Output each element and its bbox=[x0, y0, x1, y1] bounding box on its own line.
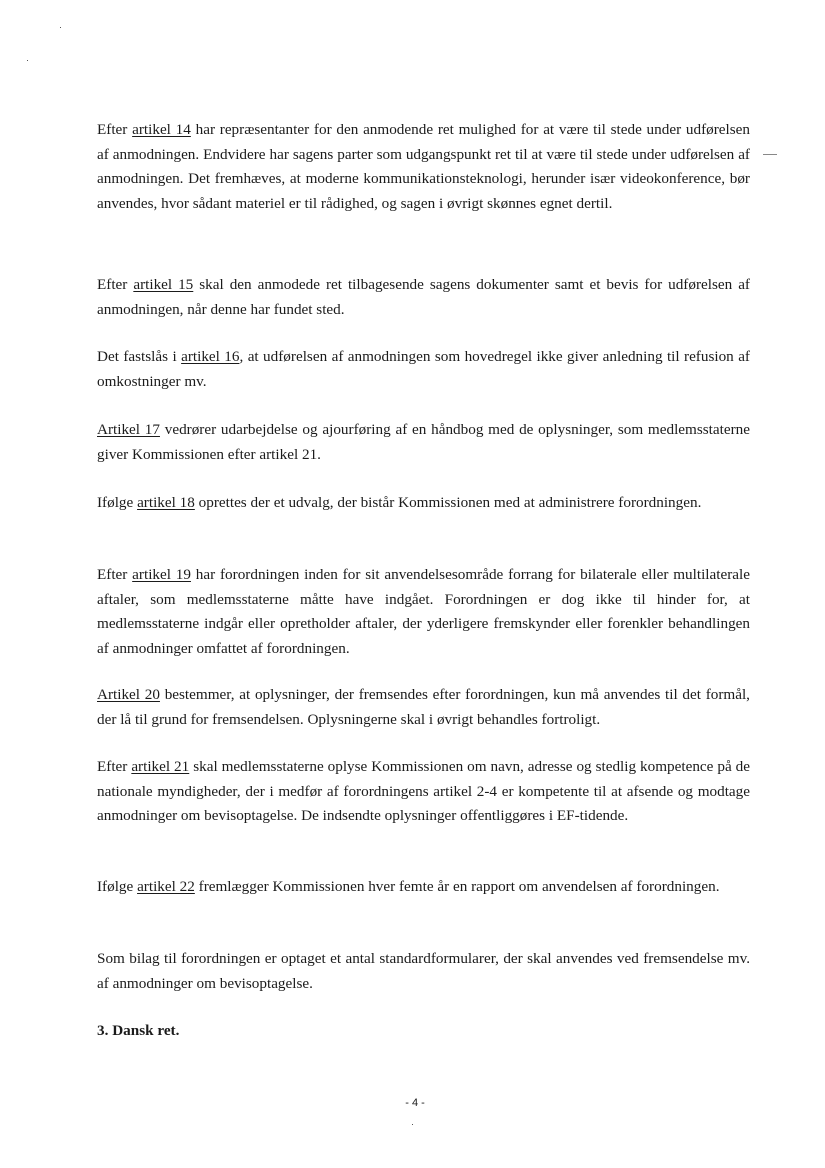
paragraph-text: Efter bbox=[97, 121, 133, 138]
scan-speck bbox=[412, 1124, 413, 1125]
paragraph-text: vedrører udarbejdelse og ajourføring af en håndbog med de oplysninger, som medlemsstaterne giver Kommissionen efter artikel 21. bbox=[97, 421, 750, 463]
paragraph-text: fremlægger Kommissionen hver femte år en rapport om anvendelsen af forordningen. bbox=[194, 878, 720, 895]
paragraph-artikel-20 bbox=[97, 683, 750, 732]
paragraph-text: Ifølge bbox=[97, 494, 138, 511]
paragraph-artikel-22 bbox=[97, 875, 750, 900]
paragraph-text: Efter bbox=[97, 758, 132, 775]
scan-mark bbox=[763, 154, 777, 155]
scan-speck bbox=[27, 60, 28, 61]
paragraph-artikel-18 bbox=[97, 491, 750, 516]
paragraph-artikel-14 bbox=[97, 118, 750, 216]
paragraph-bilag bbox=[97, 947, 750, 996]
paragraph-artikel-19 bbox=[97, 563, 750, 661]
paragraph-text: Det fastslås i bbox=[97, 348, 182, 365]
paragraph-text: skal medlemsstaterne oplyse Kommissionen om navn, adresse og stedlig kompetence på de nationale myndigheder, der i medfør af forordningens artikel 2-4 er kompetente til at afsende og modtage anmodninger om bevisoptagelse. De indsendte oplysninger offentliggøres i EF-tidende. bbox=[97, 758, 750, 824]
article-reference: artikel 18 bbox=[137, 494, 195, 511]
paragraph-text: Efter bbox=[97, 276, 134, 293]
paragraph-text: Ifølge bbox=[97, 878, 138, 895]
article-reference: artikel 15 bbox=[133, 276, 194, 293]
paragraph-text: , at udførelsen af anmodningen som hovedregel ikke giver anledning til refusion af omkostninger mv. bbox=[97, 348, 750, 390]
paragraph-text: har forordningen inden for sit anvendelsesområde forrang for bilaterale eller multilaterale aftaler, som medlemsstaterne måtte have indgået. Forordningen er dog ikke til hinder for, at medlemsstaterne indgår eller opretholder aftaler, der yderligere fremskynder eller forenkler behandlingen af anmodninger omfattet af forordningen. bbox=[97, 566, 750, 657]
paragraph-text: har repræsentanter for den anmodende ret mulighed for at være til stede under udførelsen af anmodningen. Endvidere har sagens parter som udgangspunkt ret til at være til stede under udførelsen af anmodningen. Det fremhæves, at moderne kommunikationsteknologi, herunder især videokonference, bør anvendes, hvor sådant materiel er til rådighed, og sagen i øvrigt skønnes egnet dertil. bbox=[97, 121, 750, 212]
paragraph-text: oprettes der et udvalg, der bistår Kommissionen med at administrere forordningen. bbox=[194, 494, 702, 511]
article-reference: artikel 16 bbox=[181, 348, 240, 365]
paragraph-text: bestemmer, at oplysninger, der fremsendes efter forordningen, kun må anvendes til det formål, der lå til grund for fremsendelsen. Oplysningerne skal i øvrigt behandles fortroligt. bbox=[97, 686, 750, 728]
article-reference: artikel 14 bbox=[132, 121, 191, 138]
article-reference: artikel 21 bbox=[131, 758, 190, 775]
paragraph-artikel-15 bbox=[97, 273, 750, 322]
section-heading: 3. Dansk ret. bbox=[97, 1022, 180, 1039]
page-number: - 4 - bbox=[405, 1097, 425, 1109]
paragraph-artikel-16 bbox=[97, 345, 750, 394]
paragraph-artikel-21 bbox=[97, 755, 750, 829]
article-reference: Artikel 17 bbox=[97, 421, 160, 438]
article-reference: artikel 19 bbox=[132, 566, 191, 583]
paragraph-text: Efter bbox=[97, 566, 133, 583]
scan-speck bbox=[60, 27, 61, 28]
article-reference: artikel 22 bbox=[137, 878, 195, 895]
article-reference: Artikel 20 bbox=[97, 686, 160, 703]
paragraph-text: skal den anmodede ret tilbagesende sagens dokumenter samt et bevis for udførelsen af anmodningen, når denne har fundet sted. bbox=[97, 276, 750, 318]
paragraph-text: Som bilag til forordningen er optaget et antal standardformularer, der skal anvendes ved fremsendelse mv. af anmodninger om bevisoptagelse. bbox=[97, 950, 750, 992]
paragraph-artikel-17 bbox=[97, 418, 750, 467]
